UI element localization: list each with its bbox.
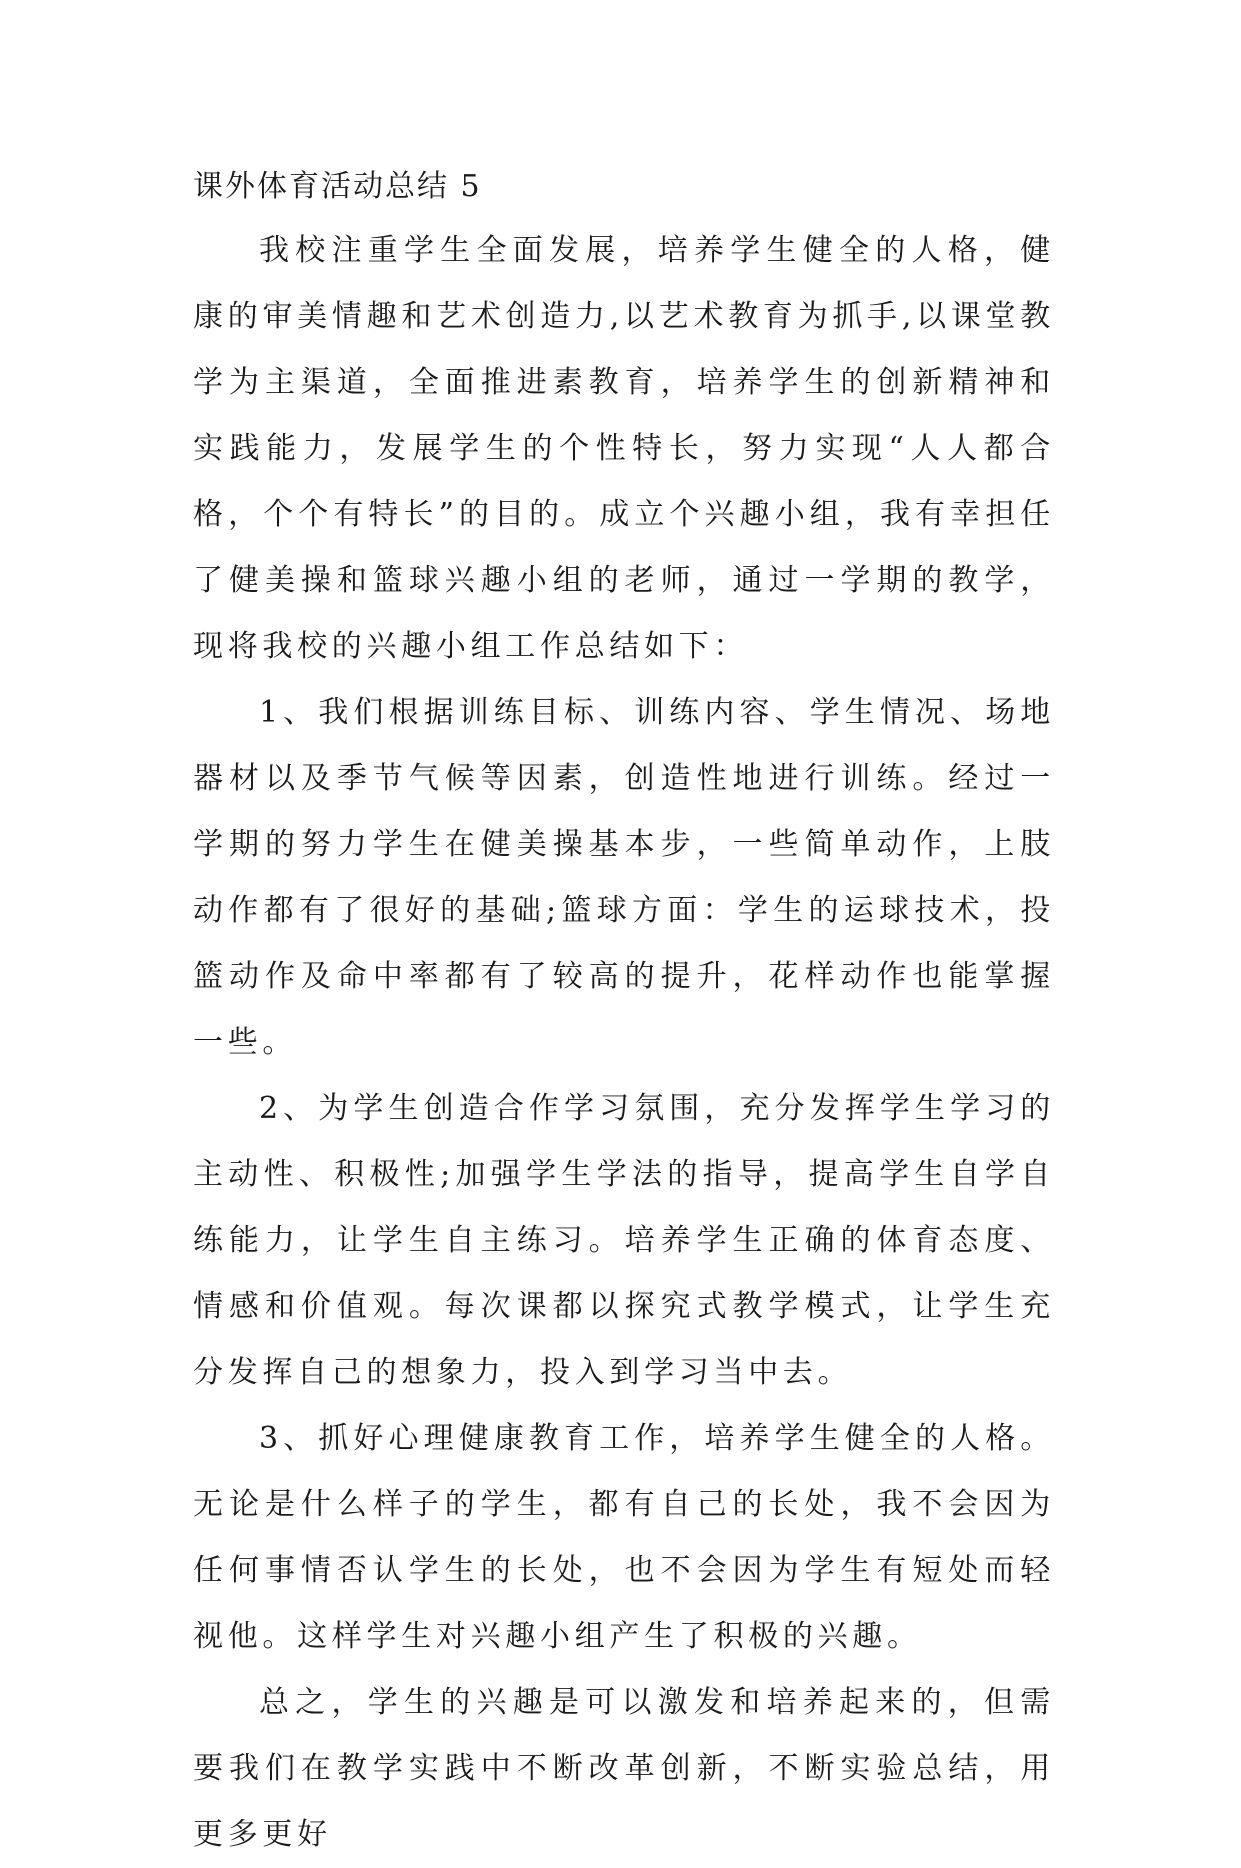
paragraph-conclusion: 总之，学生的兴趣是可以激发和培养起来的，但需要我们在教学实践中不断改革创新，不断实验总结，用更多更好	[193, 1685, 1055, 1852]
document-body	[193, 160, 1055, 1868]
paragraph-point-2: 2、为学生创造合作学习氛围，充分发挥学生学习的主动性、积极性;加强学生学法的指导，提高学生自学自练能力，让学生自主练习。培养学生正确的体育态度、情感和价值观。每次课都以探究式教学模式，让学生充分发挥自己的想象力，投入到学习当中去。	[193, 1091, 1055, 1390]
paragraph-intro: 我校注重学生全面发展，培养学生健全的人格，健康的审美情趣和艺术创造力,以艺术教育为抓手,以课堂教学为主渠道，全面推进素教育，培养学生的创新精神和实践能力，发展学生的个性特长，努力实现“人人都合格，个个有特长”的目的。成立个兴趣小组，我有幸担任了健美操和篮球兴趣小组的老师，通过一学期的教学，现将我校的兴趣小组工作总结如下：	[193, 233, 1055, 664]
paragraph-point-1: 1、我们根据训练目标、训练内容、学生情况、场地器材以及季节气候等因素，创造性地进行训练。经过一学期的努力学生在健美操基本步，一些简单动作，上肢动作都有了很好的基础;篮球方面：学生的运球技术，投篮动作及命中率都有了较高的提升，花样动作也能掌握一些。	[193, 695, 1055, 1060]
paragraph-point-3: 3、抓好心理健康教育工作，培养学生健全的人格。无论是什么样子的学生，都有自己的长处，我不会因为任何事情否认学生的长处，也不会因为学生有短处而轻视他。这样学生对兴趣小组产生了积极的兴趣。	[193, 1421, 1055, 1654]
document-title: 课外体育活动总结 5	[193, 169, 482, 204]
